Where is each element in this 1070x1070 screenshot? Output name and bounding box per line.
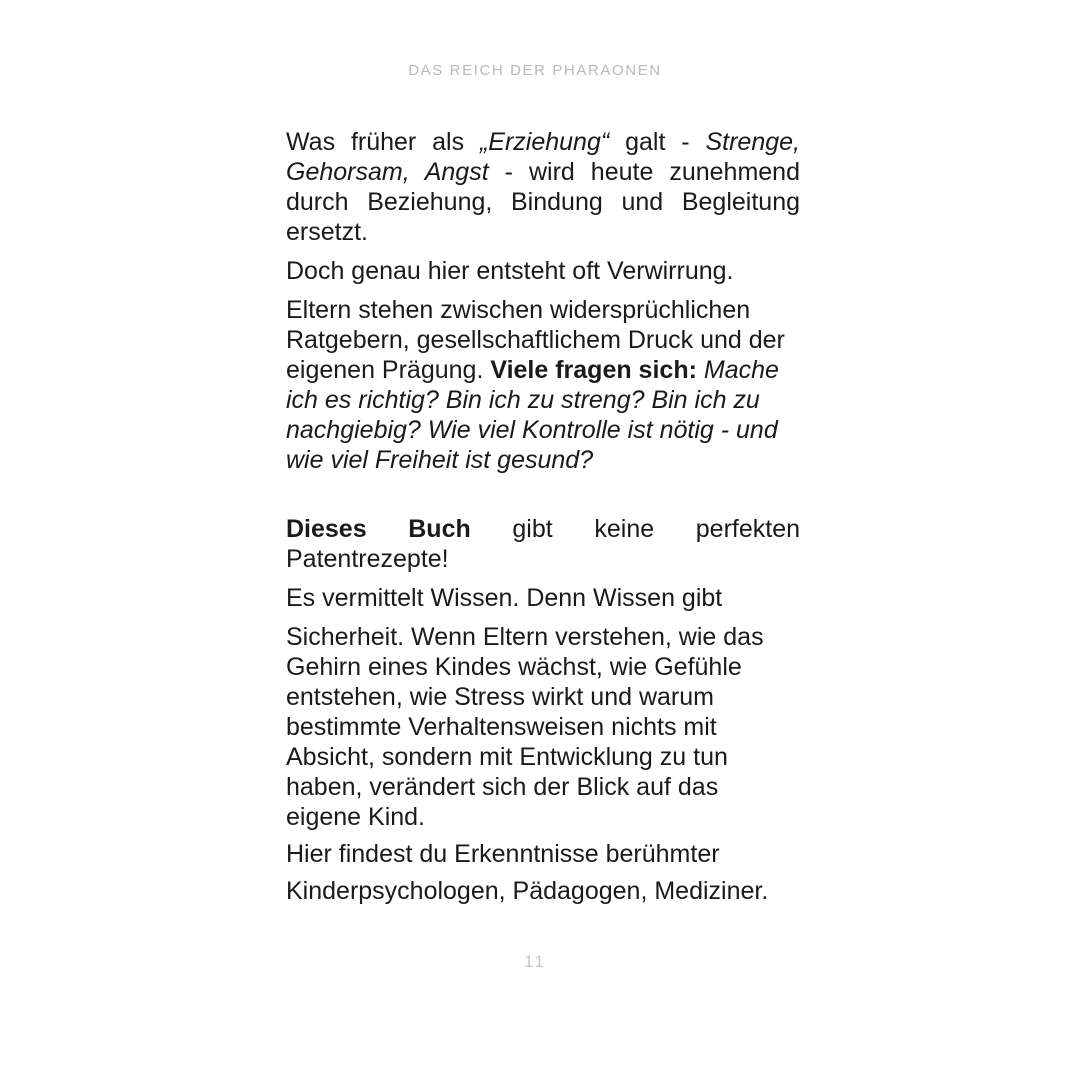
text-line (286, 772, 800, 802)
text-line (286, 742, 800, 772)
text-line (286, 876, 800, 906)
text-run: ersetzt. (286, 218, 368, 246)
text-line (286, 187, 800, 217)
text-run: entstehen, wie Stress wirkt und warum (286, 683, 714, 711)
text-run: gibt keine perfekten (470, 515, 800, 543)
text-line (286, 355, 800, 385)
text-run: Es vermittelt Wissen. Denn Wissen gibt (286, 584, 723, 612)
text-run: Doch genau hier entsteht oft Verwirrung. (286, 257, 734, 285)
text-line (286, 385, 800, 415)
text-line (286, 652, 800, 682)
text-line (286, 127, 800, 157)
text-run: durch Beziehung, Bindung und Begleitung (286, 188, 800, 216)
text-line (286, 415, 800, 445)
page-number: 11 (524, 952, 546, 971)
text-run: Strenge, (705, 128, 800, 156)
paragraph (286, 839, 800, 869)
text-run: Sicherheit. Wenn Eltern verstehen, wie das (286, 623, 764, 651)
paragraph (286, 256, 800, 286)
paragraph (286, 295, 800, 475)
paragraph (286, 876, 800, 906)
text-run: - wird heute zunehmend (488, 158, 800, 186)
text-line (286, 839, 800, 869)
paragraph (286, 514, 800, 574)
text-run: Dieses Buch (286, 515, 471, 543)
text-line (286, 682, 800, 712)
text-run: Viele fragen sich: (490, 356, 697, 384)
text-run: Mache (696, 356, 779, 384)
text-line (286, 256, 800, 286)
text-run: wie viel Freiheit ist gesund? (286, 446, 594, 474)
running-header: DAS REICH DER PHARAONEN (408, 62, 662, 79)
text-line (286, 622, 800, 652)
text-run: Ratgebern, gesellschaftlichem Druck und der (286, 326, 785, 354)
paragraph (286, 583, 800, 613)
text-run: Was früher als (286, 128, 480, 156)
text-line (286, 802, 800, 832)
text-run: ich es richtig? Bin ich zu streng? Bin ich zu (286, 386, 760, 414)
text-line (286, 712, 800, 742)
paragraph (286, 622, 800, 832)
text-run: Gehirn eines Kindes wächst, wie Gefühle (286, 653, 742, 681)
text-run: „Erziehung“ (479, 128, 610, 156)
text-run: Patentrezepte! (286, 545, 449, 573)
text-run: eigenen Prägung. (286, 356, 491, 384)
text-run: Eltern stehen zwischen widersprüchlichen (286, 296, 751, 324)
text-run: Hier findest du Erkenntnisse berühmter (286, 840, 720, 868)
text-line (286, 157, 800, 187)
text-run: nachgiebig? Wie viel Kontrolle ist nötig - und (286, 416, 778, 444)
text-content (286, 127, 800, 906)
text-run: bestimmte Verhaltensweisen nichts mit (286, 713, 717, 741)
text-run: haben, verändert sich der Blick auf das (286, 773, 719, 801)
text-line (286, 583, 800, 613)
text-line (286, 544, 800, 574)
text-run: Absicht, sondern mit Entwicklung zu tun (286, 743, 728, 771)
text-line (286, 325, 800, 355)
text-run: Gehorsam, Angst (286, 158, 489, 186)
text-line (286, 514, 800, 544)
text-line (286, 445, 800, 475)
text-run: galt - (609, 128, 706, 156)
text-run: Kinderpsychologen, Pädagogen, Mediziner. (286, 877, 769, 905)
text-line (286, 217, 800, 247)
paragraph (286, 127, 800, 247)
text-run: eigene Kind. (286, 803, 426, 831)
text-line (286, 295, 800, 325)
